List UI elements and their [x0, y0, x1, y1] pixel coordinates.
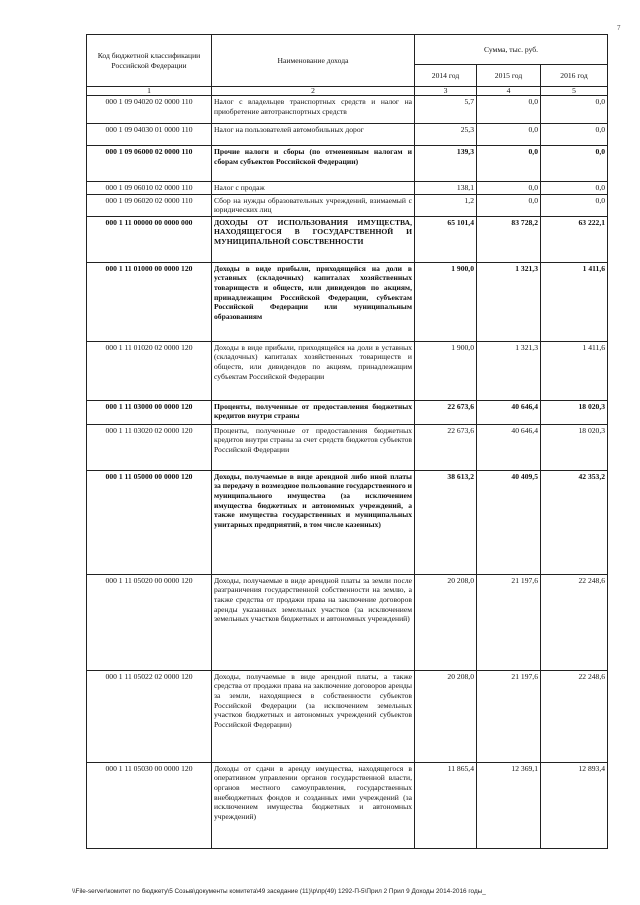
amount-2016-cell: 0,0	[541, 194, 608, 216]
header-code: Код бюджетной классификации Российской Федерации	[87, 35, 212, 87]
header-year-2014: 2014 год	[415, 65, 477, 87]
amount-2015-cell: 21 197,6	[477, 574, 541, 670]
revenue-name-cell: Прочие налоги и сборы (по отмененным налогам и сборам субъектов Российской Федерации)	[212, 146, 415, 182]
budget-code-cell: 000 1 11 01000 00 0000 120	[87, 262, 212, 341]
table-row	[87, 424, 608, 470]
revenue-name-cell: Доходы, получаемые в виде арендной платы за земли после разграничения государственной собственности на землю, а также средства от продажи права на заключение договоров аренды указанных земельных участков (за исключением земельных участков бюджетных и автономных учреждений)	[212, 574, 415, 670]
table-row	[87, 670, 608, 762]
amount-2015-cell: 40 646,4	[477, 424, 541, 470]
amount-2016-cell: 22 248,6	[541, 574, 608, 670]
amount-2014-cell: 1,2	[415, 194, 477, 216]
budget-code-cell: 000 1 11 03000 00 0000 120	[87, 400, 212, 424]
budget-code-cell: 000 1 11 00000 00 0000 000	[87, 216, 212, 262]
amount-2014-cell: 38 613,2	[415, 470, 477, 574]
revenue-name-cell: Доходы, получаемые в виде арендной либо иной платы за передачу в возмездное пользование государственного и муниципального имущества (за исключением имущества бюджетных и автономных учреждений, а также имущества государственных и муниципальных унитарных предприятий, в том числе казенных)	[212, 470, 415, 574]
amount-2015-cell: 0,0	[477, 182, 541, 195]
amount-2016-cell: 0,0	[541, 124, 608, 146]
amount-2016-cell: 0,0	[541, 96, 608, 124]
table-row	[87, 262, 608, 341]
revenue-name-cell: Проценты, полученные от предоставления бюджетных кредитов внутри страны	[212, 400, 415, 424]
amount-2014-cell: 22 673,6	[415, 424, 477, 470]
revenue-name-cell: Доходы, получаемые в виде арендной платы, а также средства от продажи права на заключение договоров аренды за земли, находящиеся в собственности субъектов Российской Федерации (за исключением земельных участков бюджетных и автономных учреждений субъектов Российской Федерации)	[212, 670, 415, 762]
table-row	[87, 194, 608, 216]
amount-2015-cell: 0,0	[477, 194, 541, 216]
amount-2014-cell: 22 673,6	[415, 400, 477, 424]
header-year-2015: 2015 год	[477, 65, 541, 87]
amount-2014-cell: 5,7	[415, 96, 477, 124]
amount-2014-cell: 20 208,0	[415, 670, 477, 762]
column-index: 5	[541, 87, 608, 96]
budget-code-cell: 000 1 09 06000 02 0000 110	[87, 146, 212, 182]
table-row	[87, 216, 608, 262]
amount-2015-cell: 1 321,3	[477, 262, 541, 341]
budget-code-cell: 000 1 11 05030 00 0000 120	[87, 762, 212, 848]
revenue-name-cell: Налог на пользователей автомобильных дорог	[212, 124, 415, 146]
budget-code-cell: 000 1 11 05022 02 0000 120	[87, 670, 212, 762]
amount-2016-cell: 0,0	[541, 182, 608, 195]
table-row	[87, 470, 608, 574]
revenue-name-cell: Налог с продаж	[212, 182, 415, 195]
column-index: 2	[212, 87, 415, 96]
amount-2015-cell: 0,0	[477, 96, 541, 124]
budget-code-cell: 000 1 11 01020 02 0000 120	[87, 341, 212, 400]
amount-2016-cell: 42 353,2	[541, 470, 608, 574]
budget-code-cell: 000 1 11 03020 02 0000 120	[87, 424, 212, 470]
amount-2016-cell: 18 020,3	[541, 400, 608, 424]
page-number: 7	[617, 24, 621, 32]
budget-code-cell: 000 1 09 04030 01 0000 110	[87, 124, 212, 146]
budget-code-cell: 000 1 09 04020 02 0000 110	[87, 96, 212, 124]
table-row	[87, 574, 608, 670]
revenue-name-cell: ДОХОДЫ ОТ ИСПОЛЬЗОВАНИЯ ИМУЩЕСТВА, НАХОДЯЩЕГОСЯ В ГОСУДАРСТВЕННОЙ И МУНИЦИПАЛЬНОЙ СОБСТВЕННОСТИ	[212, 216, 415, 262]
revenue-name-cell: Налог с владельцев транспортных средств и налог на приобретение автотранспортных средств	[212, 96, 415, 124]
column-index-row	[87, 87, 608, 96]
amount-2014-cell: 138,1	[415, 182, 477, 195]
amount-2016-cell: 1 411,6	[541, 262, 608, 341]
amount-2014-cell: 1 900,0	[415, 341, 477, 400]
amount-2015-cell: 83 728,2	[477, 216, 541, 262]
amount-2014-cell: 139,3	[415, 146, 477, 182]
amount-2014-cell: 20 208,0	[415, 574, 477, 670]
table-row	[87, 96, 608, 124]
amount-2015-cell: 0,0	[477, 124, 541, 146]
table-row	[87, 341, 608, 400]
revenue-name-cell: Проценты, полученные от предоставления бюджетных кредитов внутри страны за счет средств бюджетов субъектов Российской Федерации	[212, 424, 415, 470]
revenue-name-cell: Сбор на нужды образовательных учреждений, взимаемый с юридических лиц	[212, 194, 415, 216]
revenue-name-cell: Доходы в виде прибыли, приходящейся на доли в уставных (складочных) капиталах хозяйственных товариществ и обществ, или дивидендов по акциям, принадлежащим Российской Федерации, субъектам Российской Федерации или муниципальным образованиям	[212, 262, 415, 341]
revenue-name-cell: Доходы от сдачи в аренду имущества, находящегося в оперативном управлении органов государственной власти, органов местного самоуправления, государственных внебюджетных фондов и созданных ими учреждений (за исключением имущества бюджетных и автономных учреждений)	[212, 762, 415, 848]
column-index: 3	[415, 87, 477, 96]
table-row	[87, 762, 608, 848]
amount-2015-cell: 40 409,5	[477, 470, 541, 574]
table-row	[87, 124, 608, 146]
amount-2014-cell: 65 101,4	[415, 216, 477, 262]
budget-code-cell: 000 1 11 05020 00 0000 120	[87, 574, 212, 670]
column-index: 4	[477, 87, 541, 96]
amount-2014-cell: 11 865,4	[415, 762, 477, 848]
header-sum: Сумма, тыс. руб.	[415, 35, 608, 65]
header-year-2016: 2016 год	[541, 65, 608, 87]
amount-2015-cell: 1 321,3	[477, 341, 541, 400]
amount-2015-cell: 40 646,4	[477, 400, 541, 424]
amount-2014-cell: 25,3	[415, 124, 477, 146]
table-row	[87, 146, 608, 182]
amount-2016-cell: 0,0	[541, 146, 608, 182]
amount-2016-cell: 12 893,4	[541, 762, 608, 848]
amount-2015-cell: 12 369,1	[477, 762, 541, 848]
table-row	[87, 182, 608, 195]
file-path-footer: \\File-server\комитет по бюджету\5 Созыв\документы комитета\49 заседание (11)\р\пр(49) 1292-П-5\Прил 2 Прил 9 Доходы 2014-2016 годы_	[72, 888, 486, 895]
budget-code-cell: 000 1 11 05000 00 0000 120	[87, 470, 212, 574]
budget-code-cell: 000 1 09 06010 02 0000 110	[87, 182, 212, 195]
amount-2014-cell: 1 900,0	[415, 262, 477, 341]
revenue-name-cell: Доходы в виде прибыли, приходящейся на доли в уставных (складочных) капиталах хозяйственных товариществ и обществ, или дивидендов по акциям, принадлежащим субъектам Российской Федерации	[212, 341, 415, 400]
amount-2016-cell: 22 248,6	[541, 670, 608, 762]
header-name: Наименование дохода	[212, 35, 415, 87]
column-index: 1	[87, 87, 212, 96]
amount-2015-cell: 21 197,6	[477, 670, 541, 762]
budget-code-cell: 000 1 09 06020 02 0000 110	[87, 194, 212, 216]
amount-2016-cell: 1 411,6	[541, 341, 608, 400]
amount-2016-cell: 18 020,3	[541, 424, 608, 470]
amount-2015-cell: 0,0	[477, 146, 541, 182]
table-row	[87, 400, 608, 424]
revenue-table	[86, 34, 608, 849]
amount-2016-cell: 63 222,1	[541, 216, 608, 262]
